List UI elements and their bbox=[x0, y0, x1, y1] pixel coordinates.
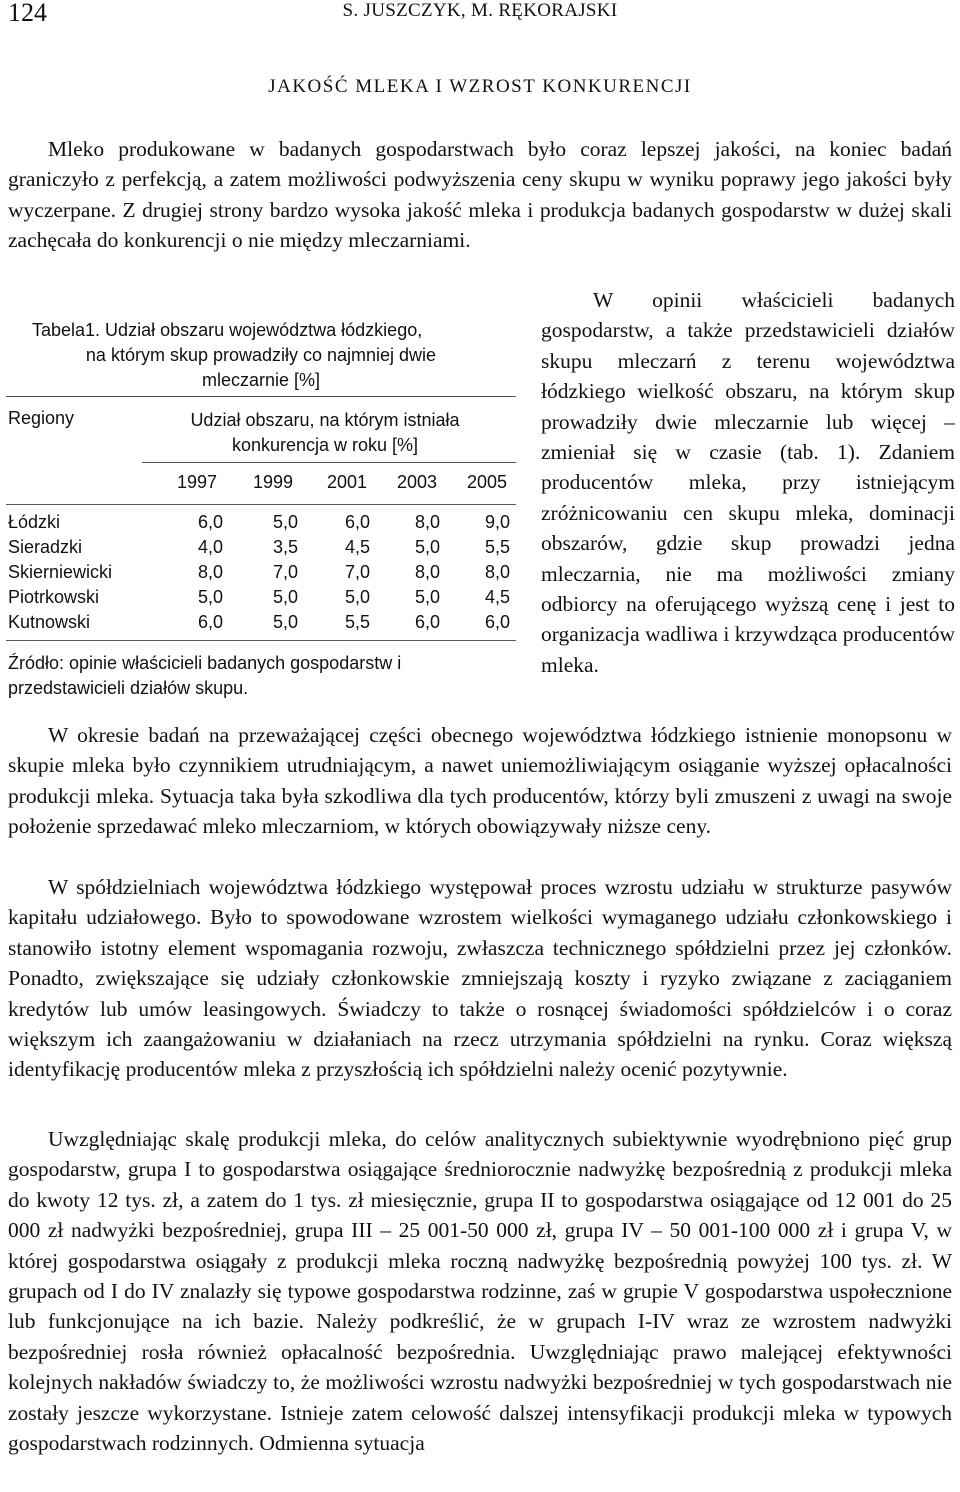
value-cell: 8,0 bbox=[197, 562, 223, 582]
value-cell: 4,5 bbox=[344, 537, 370, 557]
table-caption-line3: mleczarnie [%] bbox=[201, 370, 321, 390]
column-header-share-line1: Udział obszaru, na którym istniała bbox=[190, 410, 460, 430]
section-title: JAKOŚĆ MLEKA I WZROST KONKURENCJI bbox=[268, 76, 692, 97]
running-header: S. JUSZCZYK, M. RĘKORAJSKI bbox=[342, 0, 618, 21]
year-header-row bbox=[0, 472, 520, 496]
table-sub-rule bbox=[142, 462, 516, 463]
table-row bbox=[0, 587, 520, 611]
table-header-rule bbox=[6, 504, 516, 505]
table-row bbox=[0, 612, 520, 636]
value-cell: 6,0 bbox=[484, 612, 510, 632]
value-cell: 8,0 bbox=[484, 562, 510, 582]
table-row bbox=[0, 537, 520, 561]
year-header: 2005 bbox=[466, 472, 508, 492]
value-cell: 7,0 bbox=[272, 562, 298, 582]
table-bottom-rule bbox=[6, 640, 516, 641]
table-caption-line2: na którym skup prowadziły co najmniej dwie bbox=[85, 345, 437, 365]
value-cell: 5,0 bbox=[344, 587, 370, 607]
table-source-line1: Źródło: opinie właścicieli badanych gospodarstw i bbox=[8, 653, 402, 673]
table-row bbox=[0, 512, 520, 536]
side-paragraph bbox=[541, 285, 955, 680]
value-cell: 5,5 bbox=[484, 537, 510, 557]
paragraph-groups bbox=[8, 1124, 952, 1458]
value-cell: 5,0 bbox=[414, 587, 440, 607]
table-source-line2: przedstawicieli działów skupu. bbox=[8, 678, 249, 698]
value-cell: 5,0 bbox=[414, 537, 440, 557]
paragraph-monopsony bbox=[8, 720, 952, 842]
value-cell: 5,0 bbox=[272, 612, 298, 632]
column-header-share bbox=[140, 408, 510, 458]
year-header: 2001 bbox=[326, 472, 368, 492]
column-header-regions: Regiony bbox=[8, 408, 75, 428]
value-cell: 4,0 bbox=[197, 537, 223, 557]
value-cell: 4,5 bbox=[484, 587, 510, 607]
side-paragraph-text: W opinii właścicieli badanych gospodarstw, a także przedstawicieli działów skupu mleczarń z terenu województwa łódzkiego wielkość obszaru, na którym skup prowadziły dwie mleczarnie lub więcej – zmieniał się w czasie (tab. 1). Zdaniem producentów mleka, przy istniejącym zróżnicowaniu cen skupu mleka, dominacji obszarów, gdzie skup prowadzi jedna mleczarnia, nie ma możliwości zmiany odbiorcy na oferującego wyższą cenę i jest to organizacja wadliwa i krzywdząca producentów mleka. bbox=[541, 288, 955, 677]
value-cell: 6,0 bbox=[197, 612, 223, 632]
year-header: 1999 bbox=[252, 472, 294, 492]
value-cell: 7,0 bbox=[344, 562, 370, 582]
value-cell: 5,0 bbox=[272, 587, 298, 607]
value-cell: 6,0 bbox=[414, 612, 440, 632]
paragraph-monopsony-text: W okresie badań na przeważającej części obecnego województwa łódzkiego istnienie monopsonu w skupie mleka było czynnikiem utrudniającym, a nawet uniemożliwiającym osiąganie wyższej opłacalności produkcji mleka. Sytuacja taka była szkodliwa dla tych producentów, którzy byli zmuszeni z uwagi na swoje położenie sprzedawać mleko mleczarniom, w których obowiązywały niższe ceny. bbox=[8, 723, 952, 839]
region-cell: Kutnowski bbox=[8, 612, 91, 632]
table-top-rule bbox=[6, 396, 516, 397]
paragraph-cooperatives bbox=[8, 872, 952, 1085]
paragraph-quality bbox=[8, 134, 952, 256]
region-cell: Łódzki bbox=[8, 512, 61, 532]
table-caption-line1: Tabela1. Udział obszaru województwa łódzkiego, bbox=[32, 320, 423, 340]
table-source bbox=[8, 651, 518, 701]
value-cell: 6,0 bbox=[197, 512, 223, 532]
value-cell: 5,0 bbox=[197, 587, 223, 607]
paragraph-cooperatives-text: W spółdzielniach województwa łódzkiego występował proces wzrostu udziału w strukturze pasywów kapitału udziałowego. Było to spowodowane wzrostem wielkości wymaganego udziału członkowskiego i stanowiło istotny element wspomagania rozwoju, zwłaszcza technicznego spółdzielni przez jej członków. Ponadto, zwiększające się udziały członkowskie zmniejszają koszty i ryzyko związane z zaciąganiem kredytów lub umów leasingowych. Świadczy to także o rosnącej świadomości spółdzielców i o coraz większym ich zaangażowaniu w działaniach na rzecz utrzymania spółdzielni na rynku. Coraz większą identyfikację producentów mleka z przyszłością ich spółdzielni należy ocenić pozytywnie. bbox=[8, 875, 952, 1082]
table-caption bbox=[6, 318, 516, 393]
value-cell: 6,0 bbox=[344, 512, 370, 532]
value-cell: 8,0 bbox=[414, 512, 440, 532]
page-number: 124 bbox=[8, 0, 47, 27]
region-cell: Skierniewicki bbox=[8, 562, 113, 582]
region-cell: Piotrkowski bbox=[8, 587, 100, 607]
paragraph-groups-text: Uwzględniając skalę produkcji mleka, do celów analitycznych subiektywnie wyodrębniono pięć grup gospodarstw, grupa I to gospodarstwa osiągające średniorocznie nadwyżkę bezpośrednią z produkcji mleka do kwoty 12 tys. zł, a zatem do 1 tys. zł miesięcznie, grupa II to gospodarstwa osiągające od 12 001 do 25 000 zł nadwyżki bezpośredniej, grupa III – 25 001-50 000 zł, grupa IV – 50 001-100 000 zł i grupa V, w której gospodarstwa osiągały z produkcji mleka roczną nadwyżkę bezpośrednią powyżej 100 tys. zł. W grupach od I do IV znalazły się typowe gospodarstwa rodzinne, zaś w grupie V gospodarstwa uspołecznione lub funkcjonujące na ich bazie. Należy podkreślić, że w grupach I-IV wraz ze wzrostem nadwyżki bezpośredniej rosła również opłacalność bezpośrednia. Uwzględniając prawo malejącej efektywności kolejnych nakładów świadczy to, że możliwości wzrostu nadwyżki bezpośredniej w tych gospodarstwach nie zostały jeszcze wykorzystane. Istnieje zatem celowość dalszej intensyfikacji produkcji mleka w typowych gospodarstwach rodzinnych. Odmienna sytuacja bbox=[8, 1127, 952, 1456]
value-cell: 5,5 bbox=[344, 612, 370, 632]
table-row bbox=[0, 562, 520, 586]
value-cell: 5,0 bbox=[272, 512, 298, 532]
year-header: 2003 bbox=[396, 472, 438, 492]
region-cell: Sieradzki bbox=[8, 537, 83, 557]
value-cell: 8,0 bbox=[414, 562, 440, 582]
value-cell: 3,5 bbox=[272, 537, 298, 557]
paragraph-quality-text: Mleko produkowane w badanych gospodarstwach było coraz lepszej jakości, na koniec badań graniczyło z perfekcją, a zatem możliwości podwyższenia ceny skupu w wyniku poprawy jego jakości były wyczerpane. Z drugiej strony bardzo wysoka jakość mleka i produkcja badanych gospodarstw w dużej skali zachęcała do konkurencji o nie między mleczarniami. bbox=[8, 137, 952, 253]
year-header: 1997 bbox=[176, 472, 218, 492]
value-cell: 9,0 bbox=[484, 512, 510, 532]
column-header-share-line2: konkurencja w roku [%] bbox=[231, 435, 419, 455]
